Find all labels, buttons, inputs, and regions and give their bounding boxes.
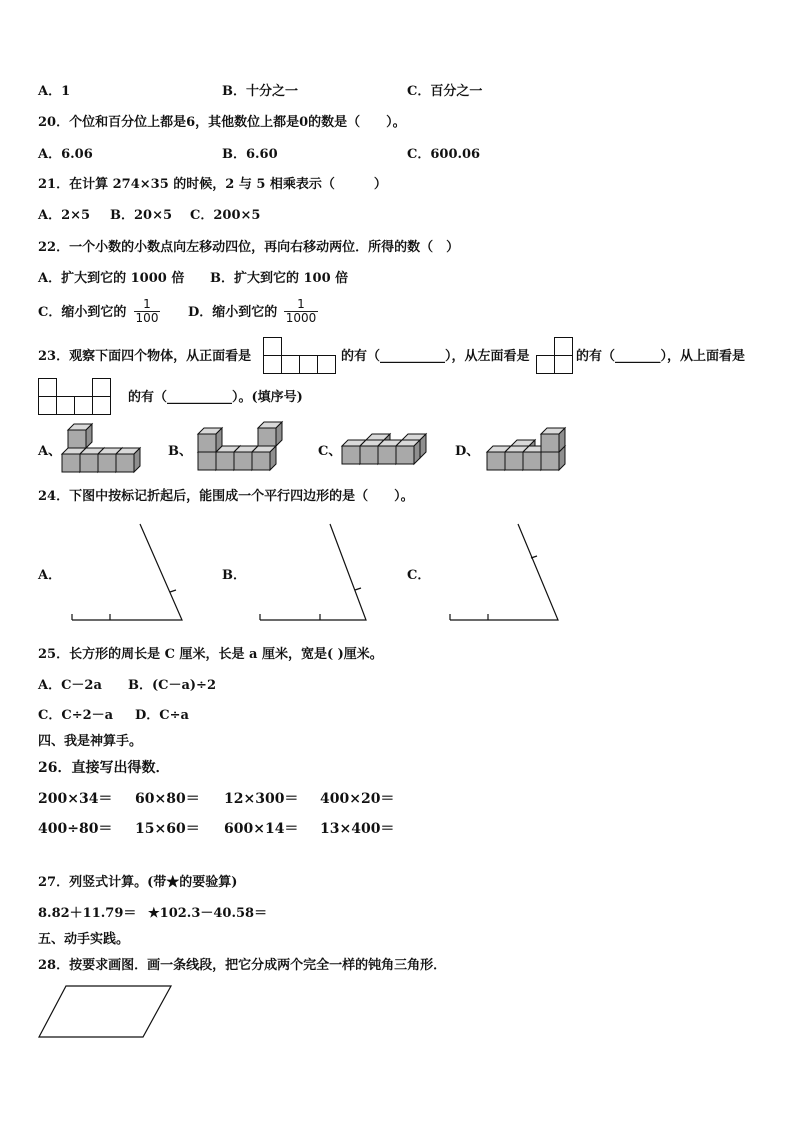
q23-label-a: A、 [38,444,62,459]
q23-stem-part2: 的有（__________），从左面看是 [341,349,530,364]
q23-label-b: B、 [168,444,192,459]
cube-figure-a [60,424,145,476]
q22-option-a: A．扩大到它的 1000 倍 [38,271,185,286]
q23-stem-part4: 的有（__________）。(填序号) [128,390,303,405]
q22-option-d-fraction [284,298,318,325]
top-view-figure [38,378,114,416]
fraction-numerator: 1 [284,298,318,312]
q26-expr: 12×300＝ [224,791,299,807]
fraction-denominator: 1000 [285,311,317,325]
q21-option-c: C．200×5 [190,208,261,223]
fold-figure-b [258,522,373,626]
q24-label-c: C． [407,568,431,583]
q25-option-a: A．C－2a [38,678,102,693]
q22-stem: 22．一个小数的小数点向左移动四位，再向右移动两位．所得的数（ ） [38,240,460,255]
q21-option-b: B．20×5 [110,208,173,223]
q26-expr: 600×14＝ [224,821,299,837]
q26-stem: 26．直接写出得数． [38,760,170,776]
q26-expr: 13×400＝ [320,821,395,837]
q20-stem: 20．个位和百分位上都是6，其他数位上都是0的数是（ ）。 [38,115,406,130]
q20-option-a: A．6.06 [38,147,93,162]
front-view-figure [263,337,339,375]
q23-stem-part3: 的有（_______），从上面看是 [576,349,746,364]
q24-label-a: A． [38,568,62,583]
section-5-heading: 五、动手实践。 [38,932,130,947]
q26-expr: 400÷80＝ [38,821,113,837]
fraction-denominator: 100 [135,311,159,325]
fold-figure-a [70,522,185,626]
q23-label-d: D、 [455,444,480,459]
cube-figure-c [340,434,430,468]
q25-option-d: D．C÷a [135,708,189,723]
parallelogram-figure [38,984,174,1040]
cube-figure-d [485,426,575,474]
cube-figure-b [196,428,286,474]
q23-label-c: C、 [318,444,342,459]
q22-option-c-prefix: C．缩小到它的 [38,305,127,320]
q22-option-c-fraction [134,298,160,325]
section-4-heading: 四、我是神算手。 [38,734,143,749]
q24-stem: 24．下图中按标记折起后，能围成一个平行四边形的是（ ）。 [38,489,414,504]
q26-expr: 200×34＝ [38,791,113,807]
left-view-figure [535,337,575,375]
q26-expr: 60×80＝ [135,791,200,807]
q21-stem: 21．在计算 274×35 的时候，2 与 5 相乘表示（ ） [38,177,387,192]
q19-option-b: B．十分之一 [222,84,298,99]
q25-option-c: C．C÷2－a [38,708,114,723]
q22-option-b: B．扩大到它的 100 倍 [210,271,349,286]
q19-option-c: C．百分之一 [407,84,483,99]
q25-option-b: B．(C－a)÷2 [128,678,216,693]
q26-expr: 15×60＝ [135,821,200,837]
q20-option-c: C．600.06 [407,147,481,162]
q19-option-a: A．1 [38,84,71,99]
q27-stem: 27．列竖式计算。(带★的要验算) [38,875,238,890]
q21-option-a: A．2×5 [38,208,91,223]
q22-option-d-prefix: D．缩小到它的 [188,305,278,320]
q27-expr-1: 8.82＋11.79＝ [38,906,137,921]
q24-label-b: B． [222,568,246,583]
q20-option-b: B．6.60 [222,147,278,162]
q27-expr-2: ★102.3－40.58＝ [148,906,268,921]
q26-expr: 400×20＝ [320,791,395,807]
fraction-numerator: 1 [134,298,160,312]
fold-figure-c [448,522,563,626]
q23-stem-part1: 23．观察下面四个物体，从正面看是 [38,349,252,364]
q25-stem: 25．长方形的周长是 C 厘米，长是 a 厘米，宽是( )厘米。 [38,647,383,662]
q28-stem: 28．按要求画图．画一条线段，把它分成两个完全一样的钝角三角形． [38,958,447,973]
